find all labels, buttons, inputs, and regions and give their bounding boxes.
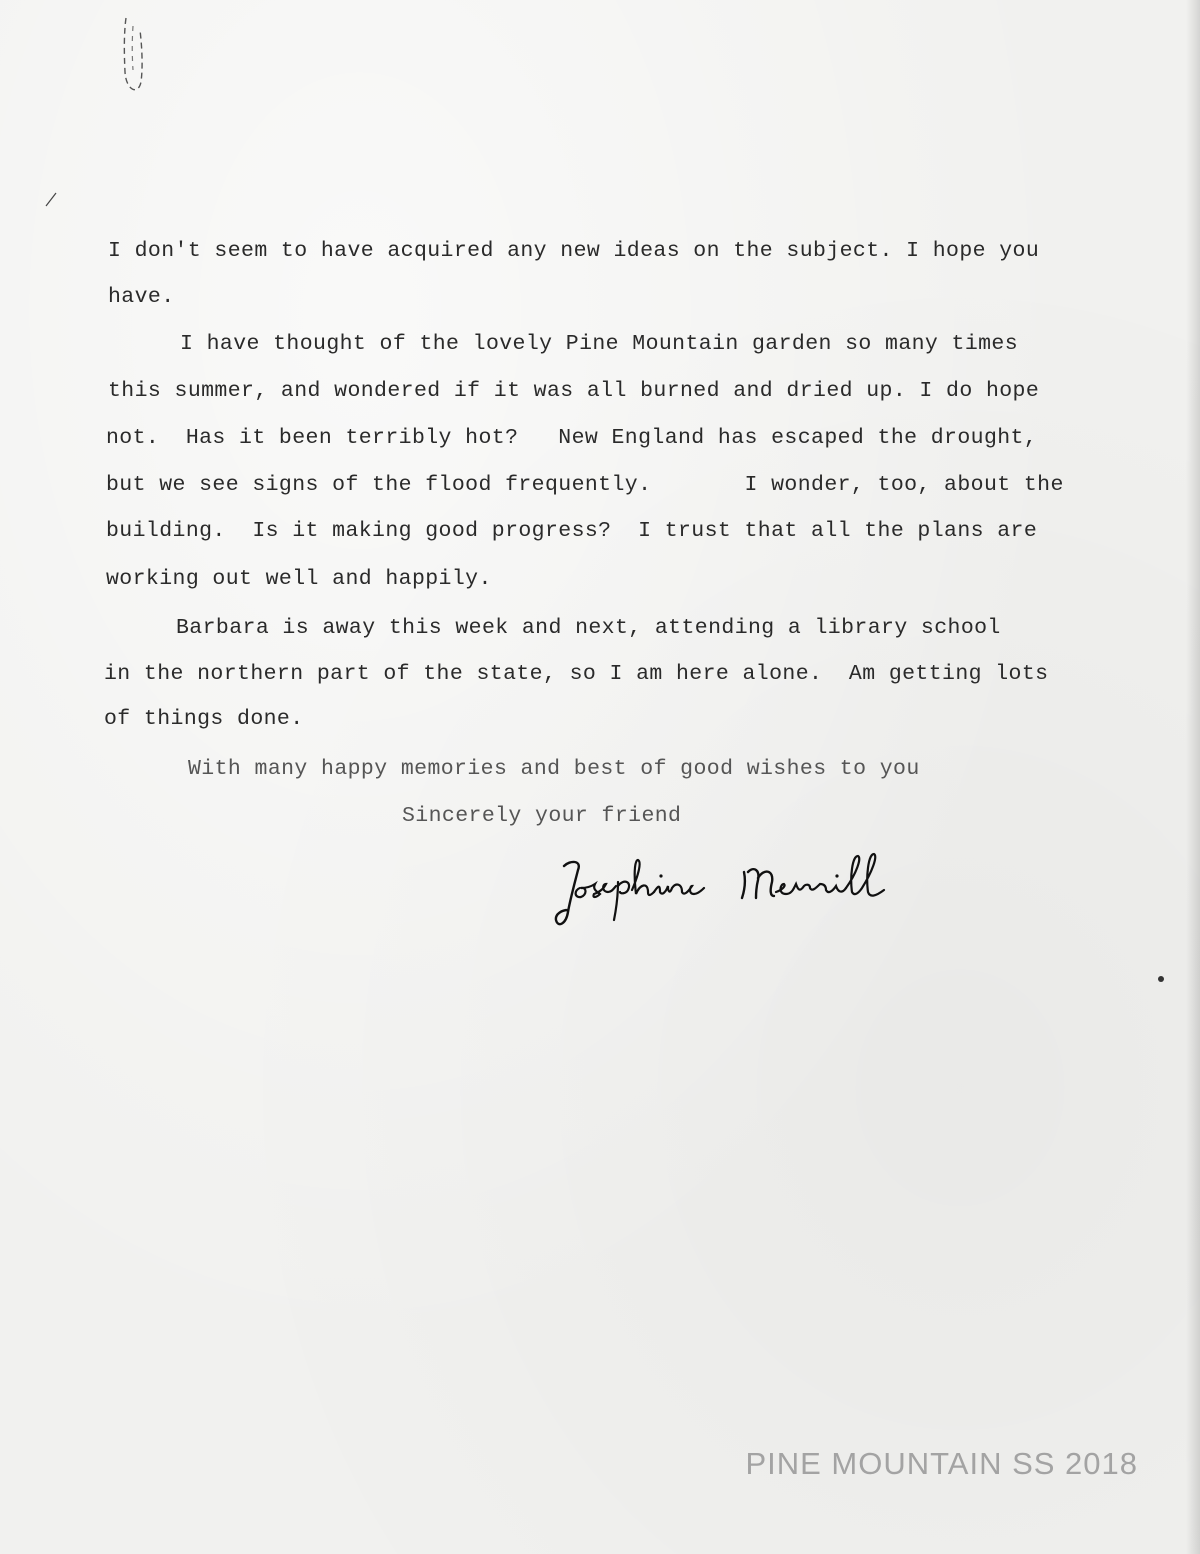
valediction: Sincerely your friend [402, 804, 682, 828]
letter-line: Barbara is away this week and next, attending a library school [176, 616, 1001, 640]
letter-line: not. Has it been terribly hot? New England has escaped the drought, [106, 426, 1038, 450]
archive-watermark: PINE MOUNTAIN SS 2018 [745, 1446, 1138, 1481]
letter-line: in the northern part of the state, so I am here alone. Am getting lots [104, 662, 1049, 686]
handwritten-signature [548, 848, 938, 934]
letter-line: but we see signs of the flood frequently. I wonder, too, about the [106, 473, 1064, 497]
letter-line: I have thought of the lovely Pine Mountain garden so many times [180, 332, 1019, 356]
letter-line: this summer, and wondered if it was all burned and dried up. I do hope [108, 379, 1040, 403]
letter-line: building. Is it making good progress? I trust that all the plans are [106, 519, 1038, 543]
letter-line: I don't seem to have acquired any new ideas on the subject. I hope you [108, 239, 1040, 263]
letter-line: working out well and happily. [106, 567, 492, 591]
closing-line: With many happy memories and best of good wishes to you [188, 757, 920, 781]
letter-line: have. [108, 285, 175, 309]
letter-line: of things done. [104, 707, 304, 731]
